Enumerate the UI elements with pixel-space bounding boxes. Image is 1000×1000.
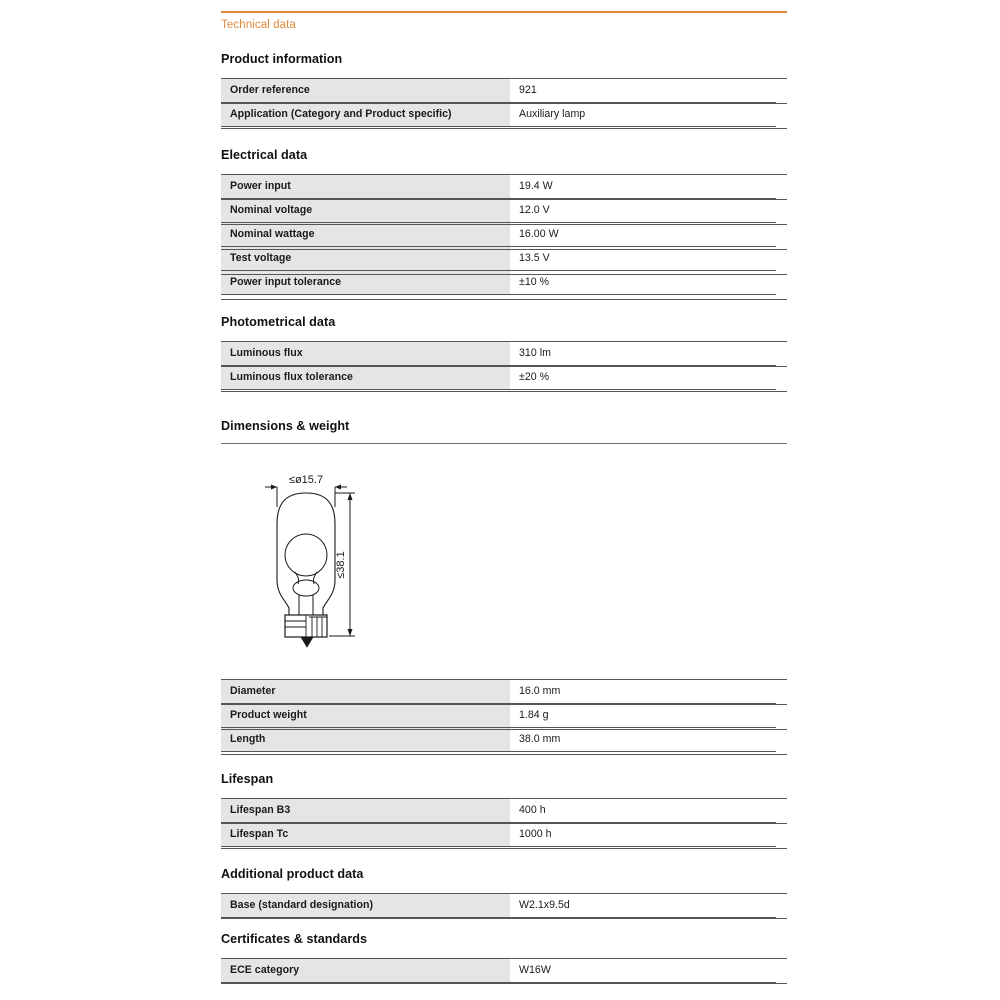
- accent-top-rule: [221, 11, 787, 13]
- section-title: Dimensions & weight: [221, 419, 350, 433]
- row-label: Test voltage: [221, 246, 510, 270]
- table-row: [221, 679, 776, 703]
- table-certificates-standards: [221, 958, 787, 983]
- diagram-height-label: ≤38.1: [335, 551, 347, 579]
- table-row: [221, 198, 776, 222]
- section-title: Lifespan: [221, 772, 274, 786]
- row-value: 16.00 W: [510, 222, 776, 246]
- row-value: Auxiliary lamp: [510, 102, 776, 126]
- section-dimensions-weight: [221, 419, 787, 444]
- section-lifespan: [221, 772, 787, 847]
- table-dimensions-weight: [221, 679, 787, 752]
- table-product-information: [221, 78, 787, 127]
- page-eyebrow: Technical data: [221, 19, 296, 31]
- table-row: [221, 222, 776, 246]
- row-label: Luminous flux: [221, 341, 510, 365]
- row-value: 13.5 V: [510, 246, 776, 270]
- table-electrical-data: [221, 174, 787, 295]
- row-value: W2.1x9.5d: [510, 893, 776, 917]
- section-certificates-standards: [221, 932, 787, 983]
- row-label: Diameter: [221, 679, 510, 703]
- table-row: [221, 958, 776, 982]
- row-label: Nominal wattage: [221, 222, 510, 246]
- row-label: ECE category: [221, 958, 510, 982]
- table-lifespan: [221, 798, 787, 847]
- row-value: 19.4 W: [510, 174, 776, 198]
- row-value: W16W: [510, 958, 776, 982]
- section-title: Electrical data: [221, 148, 308, 162]
- section-underline: [221, 443, 787, 444]
- table-row: [221, 341, 776, 365]
- section-product-information: [221, 52, 787, 127]
- row-value: 400 h: [510, 798, 776, 822]
- row-value: 310 lm: [510, 341, 776, 365]
- section-title: Additional product data: [221, 867, 364, 881]
- table-row: [221, 727, 776, 751]
- row-label: Luminous flux tolerance: [221, 365, 510, 389]
- section-title: Photometrical data: [221, 315, 336, 329]
- section-title: Product information: [221, 52, 343, 66]
- section-electrical-data: [221, 148, 787, 295]
- row-label: Power input tolerance: [221, 270, 510, 294]
- table-row: [221, 78, 776, 102]
- diagram-width-label: ≤ø15.7: [288, 474, 324, 486]
- row-label: Application (Category and Product specific): [221, 102, 510, 126]
- row-value: 12.0 V: [510, 198, 776, 222]
- table-row: [221, 893, 776, 917]
- table-row: [221, 174, 776, 198]
- row-value: ±20 %: [510, 365, 776, 389]
- row-value: ±10 %: [510, 270, 776, 294]
- bulb-diagram: [221, 462, 787, 652]
- section-additional-product-data: [221, 867, 787, 918]
- section-title: Certificates & standards: [221, 932, 368, 946]
- row-label: Length: [221, 727, 510, 751]
- row-label: Lifespan B3: [221, 798, 510, 822]
- row-label: Power input: [221, 174, 510, 198]
- row-value: 38.0 mm: [510, 727, 776, 751]
- table-row: [221, 365, 776, 389]
- table-row: [221, 102, 776, 126]
- table-row: [221, 798, 776, 822]
- row-value: 1.84 g: [510, 703, 776, 727]
- row-label: Base (standard designation): [221, 893, 510, 917]
- table-additional-product-data: [221, 893, 787, 918]
- table-photometrical-data: [221, 341, 787, 390]
- row-value: 921: [510, 78, 776, 102]
- row-label: Nominal voltage: [221, 198, 510, 222]
- row-label: Product weight: [221, 703, 510, 727]
- row-label: Order reference: [221, 78, 510, 102]
- row-value: 16.0 mm: [510, 679, 776, 703]
- row-value: 1000 h: [510, 822, 776, 846]
- table-row: [221, 703, 776, 727]
- table-row: [221, 822, 776, 846]
- row-label: Lifespan Tc: [221, 822, 510, 846]
- section-photometrical-data: [221, 315, 787, 390]
